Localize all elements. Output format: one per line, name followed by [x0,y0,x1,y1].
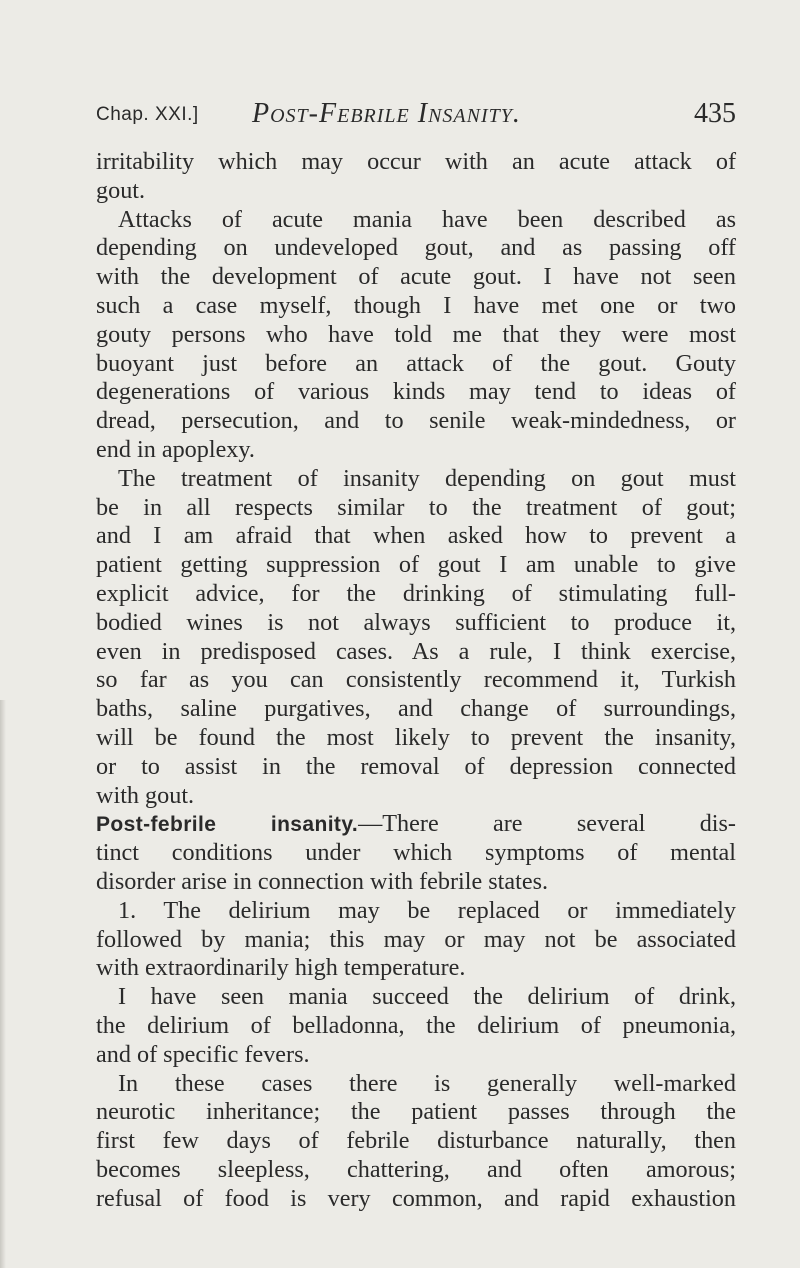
text-line [96,897,736,926]
text-line [96,954,736,983]
text-line [96,234,736,263]
line-text: becomes sleepless, chattering, and often amorous; [96,1155,736,1183]
page-edge-shadow [0,700,6,1268]
line-text: baths, saline purgatives, and change of surroundings, [96,695,736,723]
text-line [96,839,736,868]
line-text: or to assist in the removal of depression connected [96,752,736,780]
line-text: In these cases there is generally well-marked [118,1069,736,1097]
line-text: The treatment of insanity depending on gout must [118,464,736,492]
line-text: be in all respects similar to the treatment of gout; [96,493,736,521]
text-line [96,695,736,724]
line-text: Attacks of acute mania have been described as [118,205,736,233]
text-line [96,551,736,580]
running-title: Post-Febrile Insanity. [252,98,521,129]
text-line [96,177,736,206]
line-text: irritability which may occur with an acute attack of [96,148,736,175]
text-line [96,724,736,753]
line-text: with the development of acute gout. I have not seen [96,263,736,291]
line-text: depending on undeveloped gout, and as passing off [96,234,736,262]
line-text: the delirium of belladonna, the delirium of pneumonia, [96,1011,736,1039]
text-line [96,206,736,235]
text-line [96,666,736,695]
text-line [96,580,736,609]
line-text: end in apoplexy. [96,435,255,463]
line-text: dread, persecution, and to senile weak-mindedness, or [96,407,736,435]
text-line [96,810,736,839]
line-text: explicit advice, for the drinking of stimulating full- [96,579,736,607]
line-text: first few days of febrile disturbance naturally, then [96,1127,736,1155]
page-number: 435 [694,98,736,129]
line-text: such a case myself, though I have met one or two [96,291,736,319]
text-line [96,407,736,436]
line-text: gout. [96,176,146,204]
line-text: degenerations of various kinds may tend to ideas of [96,378,736,406]
line-text: gouty persons who have told me that they were most [96,320,736,348]
text-line [96,868,736,897]
line-text: neurotic inheritance; the patient passes through the [96,1098,736,1126]
text-line [96,263,736,292]
line-text: 1. The delirium may be replaced or immediately [118,896,736,924]
text-line [96,753,736,782]
text-line [96,436,736,465]
text-line [96,926,736,955]
line-text: buoyant just before an attack of the gout. Gouty [96,349,736,377]
line-text: disorder arise in connection with febrile states. [96,867,549,895]
line-text: followed by mania; this may or may not be associated [96,925,736,953]
text-line [96,522,736,551]
text-line [96,494,736,523]
text-line [96,350,736,379]
text-line [96,1041,736,1070]
text-line [96,378,736,407]
text-line [96,782,736,811]
line-text: —There are several dis- [358,810,736,838]
section-heading: Post-febrile insanity. [96,813,359,837]
text-line [96,1156,736,1185]
line-text: refusal of food is very common, and rapid exhaustion [96,1184,736,1212]
text-line [96,148,736,177]
line-text: even in predisposed cases. As a rule, I think exercise, [96,637,736,665]
chapter-label: Chap. XXI.] [96,104,199,125]
line-text: bodied wines is not always sufficient to produce it, [96,608,736,636]
line-text: will be found the most likely to prevent the insanity, [96,723,736,751]
text-line [96,1070,736,1099]
running-head [96,98,736,138]
line-text: I have seen mania succeed the delirium of drink, [118,983,736,1011]
text-line [96,983,736,1012]
text-line [96,465,736,494]
text-line [96,1127,736,1156]
line-text: with extraordinarily high temperature. [96,954,466,982]
line-text: tinct conditions under which symptoms of mental [96,839,736,867]
text-line [96,321,736,350]
text-line [96,638,736,667]
text-line [96,1185,736,1214]
line-text: with gout. [96,781,195,809]
line-text: and of specific fevers. [96,1040,310,1068]
text-line [96,1098,736,1127]
text-line [96,609,736,638]
line-text: patient getting suppression of gout I am unable to give [96,551,736,579]
line-text: and I am afraid that when asked how to prevent a [96,522,736,550]
text-line [96,1012,736,1041]
body-text [96,148,736,1213]
text-line [96,292,736,321]
line-text: so far as you can consistently recommend it, Turkish [96,666,736,694]
